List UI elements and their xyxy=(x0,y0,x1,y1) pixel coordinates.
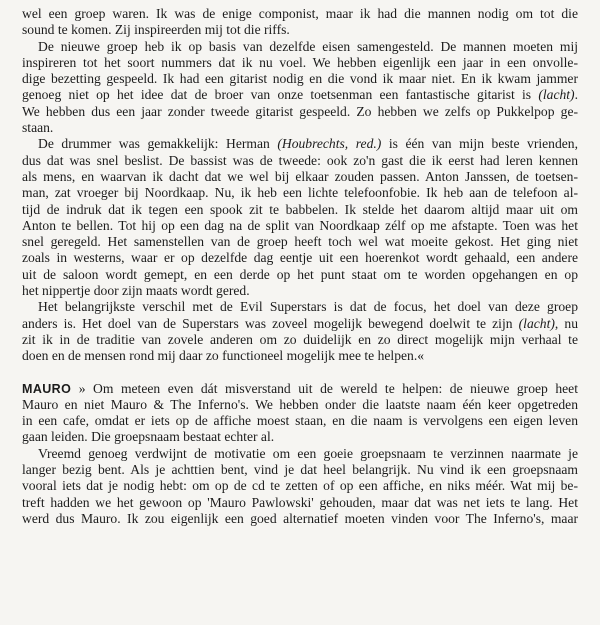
paragraph xyxy=(22,39,578,137)
section-lead: MAURO xyxy=(22,381,72,396)
section-gap xyxy=(22,365,578,381)
text-line: tijd de indruk dat ik tegen een spook zit te babbelen. Ik stelde het daarom altijd maar uit om xyxy=(22,201,578,217)
italic-aside: (lacht) xyxy=(518,315,555,331)
text-line: genoeg niet op het idee dat de broer van onze toetsenman een fantastische gitarist is (lacht). xyxy=(22,87,578,103)
text-line: Het belangrijkste verschil met de Evil Superstars is dat de focus, het doel van deze groep xyxy=(38,299,578,315)
text-line: sound te komen. Zij inspireerden mij tot die riffs. xyxy=(22,22,290,38)
italic-aside: (lacht) xyxy=(538,87,575,103)
text-line: als mens, en waarvan ik dacht dat we wel bij elkaar zouden passen. Anton Janssen, de toetsen- xyxy=(22,168,578,184)
text-line: man, zat vroeger bij Noordkaap. Nu, ik heb een lichte telefoonfobie. Ik heb aan de telefoon al- xyxy=(22,185,578,201)
paragraph xyxy=(22,381,578,446)
paragraph xyxy=(22,136,578,299)
paragraph xyxy=(22,446,578,527)
text-line: doen en de mensen rond mij daar zo functioneel mogelijk mee te helpen.« xyxy=(22,348,425,364)
text-line: Vreemd genoeg verdwijnt de motivatie om een goeie groepsnaam te verzinnen naarmate je xyxy=(38,445,578,461)
text-line: wel een groep waren. Ik was de enige componist, maar ik had die mannen nodig om tot die xyxy=(22,6,578,21)
text-line: gaan leiden. Die groepsnaam bestaat echter al. xyxy=(22,429,275,445)
text-line: De nieuwe groep heb ik op basis van dezelfde eisen samengesteld. De mannen moeten mij xyxy=(38,38,578,54)
text-line: Anton te bellen. Tot hij op een dag na de split van Noordkaap zélf op me afstapte. Toen was het xyxy=(22,217,578,233)
italic-aside: (Houbrechts, red.) xyxy=(277,136,382,152)
text-line: snel geregeld. Het samenstellen van de groep heeft toch wel wat moeite gekost. Het ging niet xyxy=(22,234,578,250)
text-line: zit ik in de traditie van zovele anderen om zo duidelijk en zo direct mogelijk mijn verhaal te xyxy=(22,331,578,347)
text-line: We hebben dus een jaar zonder tweede gitarist gespeeld. Zo hebben we zelfs op Pukkelpop ge- xyxy=(22,103,578,119)
text-line: uit de saloon wordt gemept, en een derde op het punt staat om te worden opgehangen en op xyxy=(22,266,578,282)
text-line: treft hadden we het gewoon op 'Mauro Pawlowski' gehouden, maar dat was net iets te lang. Het xyxy=(22,494,578,510)
text-line: in een cafe, omdat er iets op de affiche moest staan, en die naam is vervolgens een eigen leven xyxy=(22,413,578,429)
text-line: werd dus Mauro. Ik zou eigenlijk een goed alternatief moeten vinden voor The Inferno's, maar xyxy=(22,510,578,526)
text-run: » Om meteen even dát misverstand uit de wereld te helpen: de nieuwe groep heet xyxy=(71,380,578,396)
paragraph xyxy=(22,299,578,364)
text-line: dus dat was snel beslist. De bassist was de tweede: ook zo'n gast die ik eerst had leren kennen xyxy=(22,152,578,168)
text-line xyxy=(22,381,578,397)
paragraph xyxy=(22,6,578,39)
text-line: inspireren tot het soort nummers dat ik nu voel. We hebben eigenlijk een jaar in een onvollе- xyxy=(22,54,578,70)
text-line: vooral iets dat je nodig hebt: om op de cd te zetten of op een affiche, en niks méér. Wat mij be- xyxy=(22,478,578,494)
text-line: anders is. Het doel van de Superstars was zoveel mogelijk bewegend doelwit te zijn (lacht), nu xyxy=(22,315,578,331)
text-line: Mauro en niet Mauro & The Inferno's. We hebben onder die laatste naam één keer opgetreden xyxy=(22,396,578,412)
text-line: zoals in westerns, waar er op dezelfde dag eentje uit een hoerenkot wordt gehaald, een andere xyxy=(22,250,578,266)
text-line: dige bezetting gespeeld. Ik had een gitarist nodig en die vond ik maar niet. En ik kwam jammer xyxy=(22,71,578,87)
text-line: De drummer was gemakkelijk: Herman (Houbrechts, red.) is één van mijn beste vrienden, xyxy=(38,136,578,152)
text-line: het nippertje door zijn maats wordt gered. xyxy=(22,283,250,299)
text-line: staan. xyxy=(22,120,54,136)
text-line: langer bezig bent. Als je achttien bent, vind je dat heel belangrijk. Nu vind ik een groepsnaam xyxy=(22,462,578,478)
